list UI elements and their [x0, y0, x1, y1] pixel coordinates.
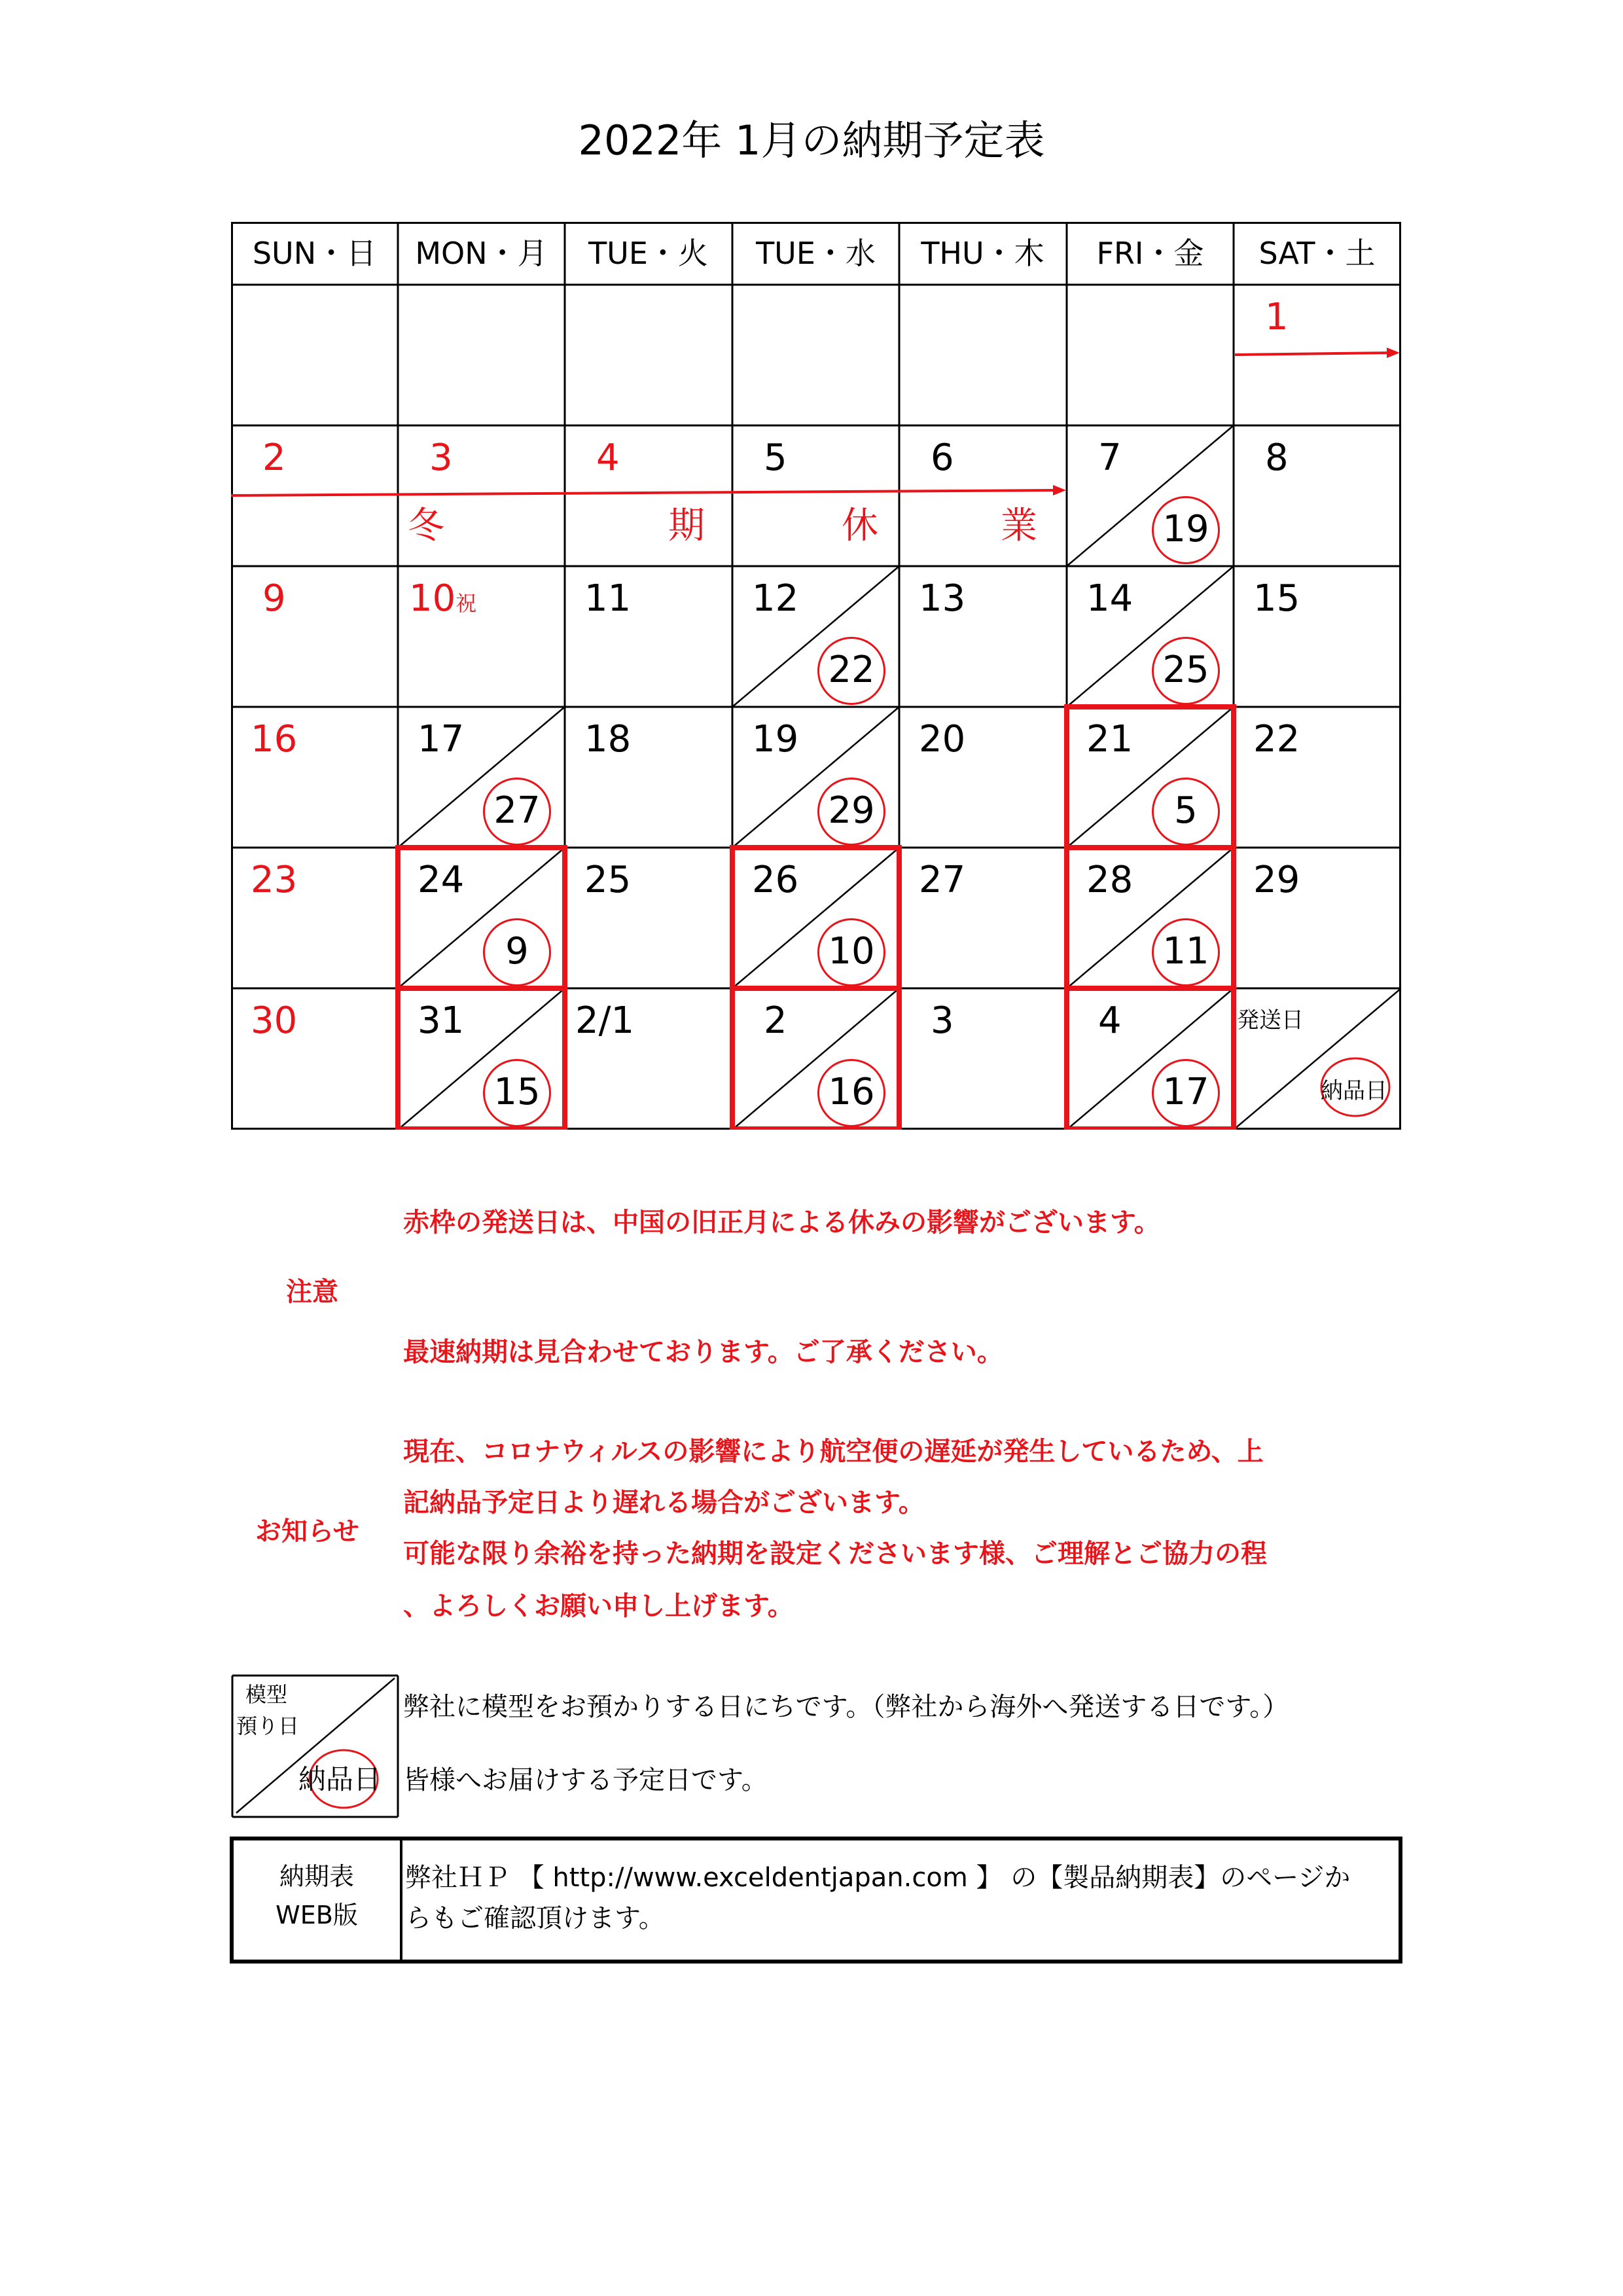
notice-line-2: 記納品予定日より遅れる場合がございます。	[403, 1488, 925, 1518]
date-cell: 24	[418, 859, 465, 901]
date-cell: 18	[584, 718, 632, 761]
ship-date-label: 発送日	[1237, 1007, 1304, 1033]
date-cell: 28	[1086, 859, 1133, 901]
date-cell: 3	[931, 999, 954, 1042]
date-cell: 8	[1265, 437, 1289, 479]
date-cell: 23	[251, 859, 298, 901]
date-cell: 6	[931, 437, 954, 479]
delivery-circle: 17	[1152, 1059, 1220, 1127]
date-cell: 29	[1253, 859, 1300, 901]
date-cell: 17	[418, 718, 465, 761]
date-cell: 31	[418, 999, 465, 1042]
date-cell: 30	[251, 999, 298, 1042]
notice-line-3: 可能な限り余裕を持った納期を設定くださいます様、ご理解とご協力の程	[403, 1539, 1267, 1569]
delivery-circle: 19	[1152, 496, 1220, 564]
winter-break-char: 冬	[408, 505, 444, 547]
weekday-tue: TUE・火	[588, 236, 708, 271]
date-cell: 13	[919, 577, 966, 620]
notice-line-4: 、よろしくお願い申し上げます。	[403, 1591, 794, 1621]
web-info-box	[230, 1837, 1402, 1964]
date-cell: 27	[919, 859, 966, 901]
web-text-line-1[interactable]: 弊社ＨＰ 【 http://www.exceldentjapan.com 】 の【製品納期表】のページか	[405, 1863, 1351, 1893]
calendar-grid	[231, 222, 1401, 1130]
legend-box-top2: 預り日	[236, 1713, 300, 1738]
caution-label: 注意	[286, 1277, 338, 1307]
web-text-line-2: らもご確認頂けます。	[405, 1903, 665, 1933]
calendar	[231, 222, 1401, 1130]
delivery-circle: 29	[817, 778, 885, 846]
delivery-circle: 22	[817, 637, 885, 705]
weekday-fri: FRI・金	[1096, 236, 1204, 271]
legend-box-top1: 模型	[245, 1682, 288, 1707]
legend-line-2: 皆様へお届けする予定日です。	[403, 1765, 768, 1795]
web-text	[405, 1857, 1393, 1939]
delivery-circle: 9	[483, 918, 551, 986]
date-cell: 2/1	[575, 999, 635, 1042]
web-label	[234, 1857, 400, 1935]
page-title: 2022年 1月の納期予定表	[578, 117, 1045, 164]
winter-break-char: 期	[668, 505, 705, 547]
date-cell: 19	[752, 718, 799, 761]
winter-arrows	[231, 348, 1400, 495]
web-label-1: 納期表	[279, 1862, 354, 1891]
delivery-circle: 11	[1152, 918, 1220, 986]
delivery-circle: 15	[483, 1059, 551, 1127]
date-cell: 3	[429, 437, 453, 479]
date-cell-holiday	[409, 577, 477, 620]
delivery-circle: 27	[483, 778, 551, 846]
legend-box	[231, 1674, 399, 1818]
notice-label: お知らせ	[255, 1516, 359, 1547]
date-cell: 22	[1253, 718, 1300, 761]
date-cell: 11	[584, 577, 632, 620]
winter-break-char: 休	[842, 505, 878, 547]
date-cell: 16	[251, 718, 298, 761]
date-cell: 26	[752, 859, 799, 901]
date-cell: 1	[1265, 296, 1289, 338]
weekday-mon: MON・月	[415, 236, 548, 271]
weekday-thu: THU・木	[921, 236, 1044, 271]
date-cell: 9	[262, 577, 286, 620]
date-cell: 12	[752, 577, 799, 620]
winter-break-char: 業	[1001, 505, 1037, 547]
weekday-wed: TUE・水	[756, 236, 876, 271]
date-number: 10	[409, 577, 456, 620]
date-cell: 4	[1098, 999, 1122, 1042]
delivery-circle: 16	[817, 1059, 885, 1127]
date-cell: 2	[764, 999, 787, 1042]
date-cell: 15	[1253, 577, 1300, 620]
web-label-2: WEB版	[276, 1900, 358, 1929]
legend-line-1: 弊社に模型をお預かりする日にちです。（弊社から海外へ発送する日です。）	[403, 1692, 1289, 1722]
legend-box-bottom: 納品日	[298, 1763, 382, 1795]
date-cell: 20	[919, 718, 966, 761]
web-info-divider	[400, 1840, 402, 1960]
weekday-sat: SAT・土	[1258, 236, 1376, 271]
weekday-sun: SUN・日	[252, 236, 377, 271]
date-cell: 4	[596, 437, 620, 479]
delivery-circle: 25	[1152, 637, 1220, 705]
date-cell: 21	[1086, 718, 1133, 761]
delivery-circle: 5	[1152, 778, 1220, 846]
holiday-mark: 祝	[455, 591, 477, 616]
caution-line-2: 最速納期は見合わせております。ご了承ください。	[403, 1337, 1003, 1367]
caution-line-1: 赤枠の発送日は、中国の旧正月による休みの影響がございます。	[403, 1208, 1160, 1238]
notice-line-1: 現在、コロナウィルスの影響により航空便の遅延が発生しているため、上	[403, 1437, 1264, 1467]
date-cell: 7	[1098, 437, 1122, 479]
date-cell: 14	[1086, 577, 1133, 620]
delivery-circle: 10	[817, 918, 885, 986]
date-cell: 2	[262, 437, 286, 479]
date-cell: 5	[764, 437, 787, 479]
date-cell: 25	[584, 859, 632, 901]
delivery-date-label: 納品日	[1321, 1078, 1387, 1104]
